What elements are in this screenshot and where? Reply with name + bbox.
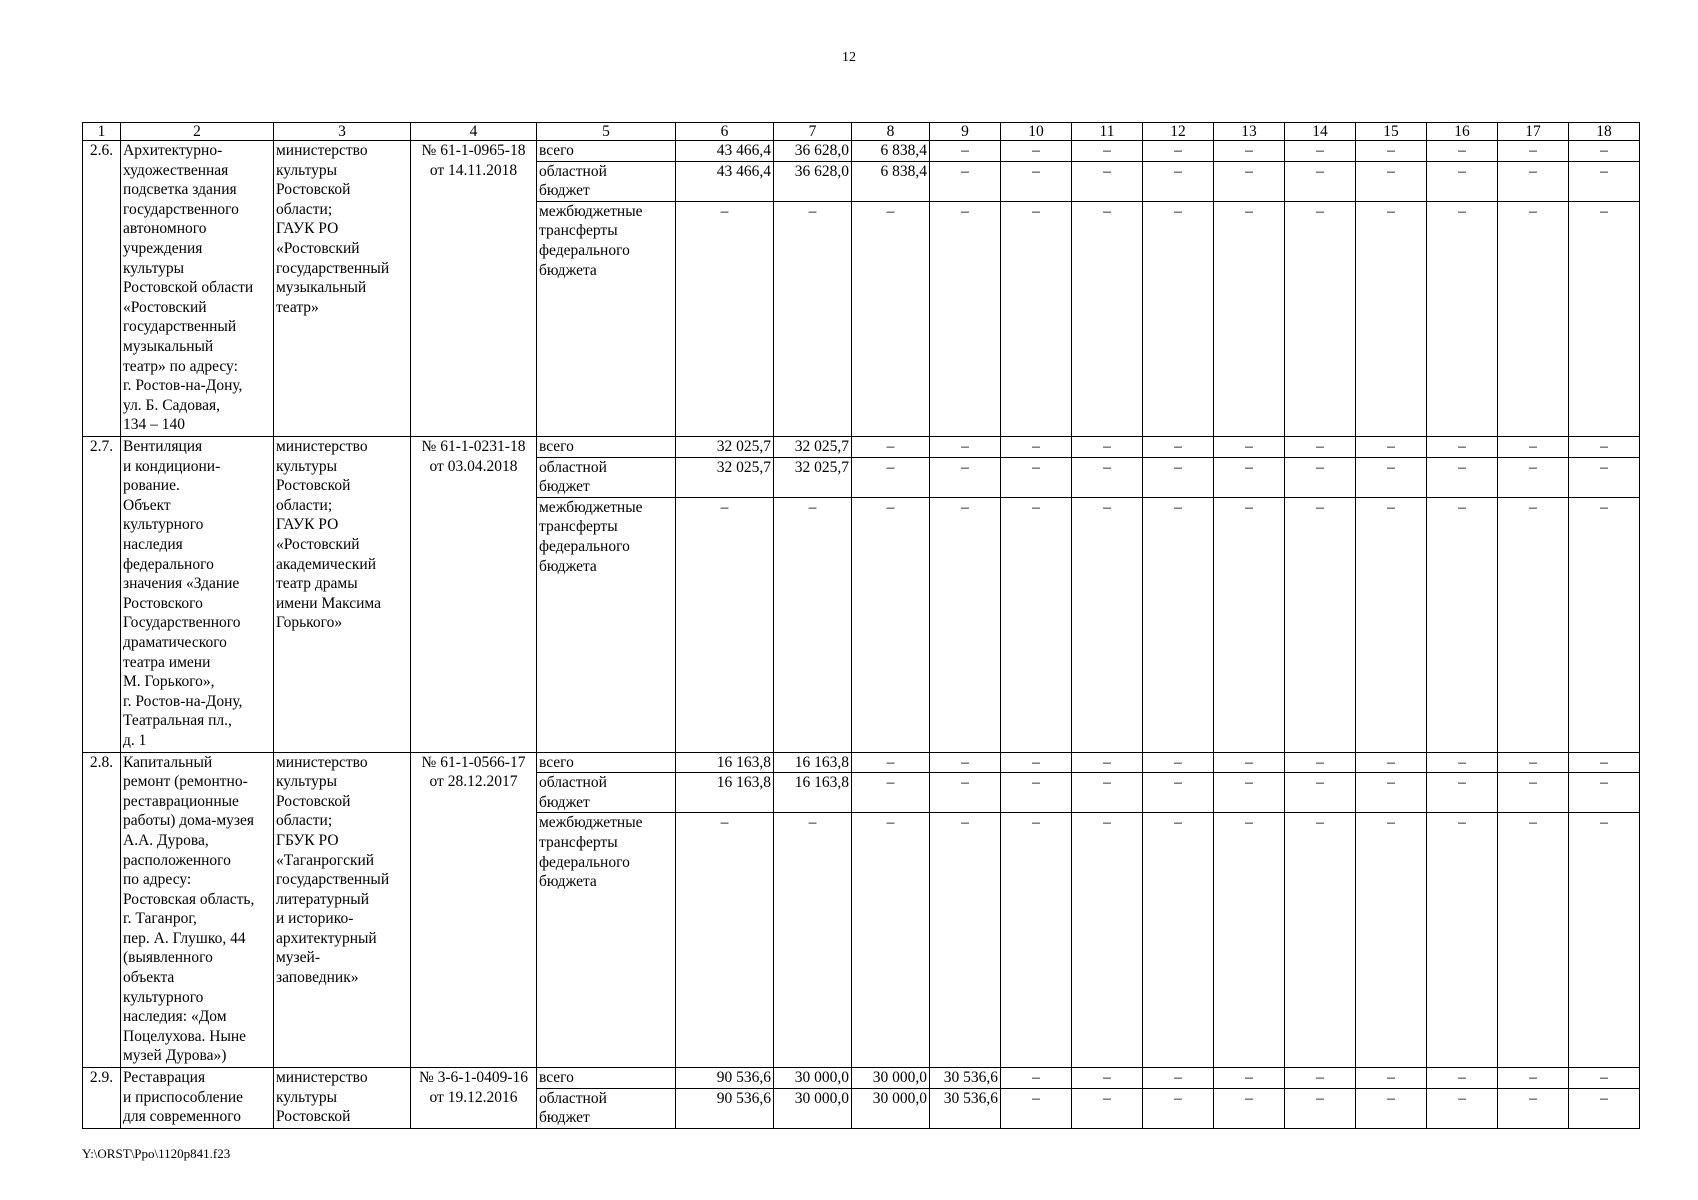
amount-cell: 36 628,0 [774, 161, 852, 201]
funding-source-federal: межбюджетные трансферты федерального бюджета [537, 201, 676, 436]
row-number: 2.6. [83, 141, 121, 437]
amount-cell: – [1143, 1068, 1214, 1089]
amount-cell: – [1214, 752, 1285, 773]
row-number: 2.8. [83, 752, 121, 1068]
funding-source-total: всего [537, 1068, 676, 1089]
amount-cell: – [930, 752, 1001, 773]
amount-cell: – [930, 141, 1001, 162]
funding-source-regional: областной бюджет [537, 1088, 676, 1128]
amount-cell: – [1072, 141, 1143, 162]
amount-cell: – [930, 813, 1001, 1068]
amount-cell: – [1285, 201, 1356, 436]
amount-cell: – [930, 201, 1001, 436]
amount-cell: – [1498, 1088, 1569, 1128]
amount-cell: – [852, 813, 930, 1068]
funding-source-total: всего [537, 436, 676, 457]
conclusion-number: № 61-1-0566-17 [421, 753, 526, 771]
amount-cell: – [1498, 752, 1569, 773]
amount-cell: – [1285, 1088, 1356, 1128]
amount-cell: – [1072, 457, 1143, 497]
amount-cell: – [1498, 1068, 1569, 1089]
amount-cell: – [1356, 141, 1427, 162]
amount-cell: – [1285, 161, 1356, 201]
amount-cell: – [1001, 161, 1072, 201]
amount-cell: – [1285, 457, 1356, 497]
amount-cell: – [1001, 773, 1072, 813]
amount-cell: – [1143, 813, 1214, 1068]
column-header: 7 [774, 123, 852, 141]
column-header: 18 [1569, 123, 1640, 141]
amount-cell: – [930, 773, 1001, 813]
amount-cell: – [1427, 773, 1498, 813]
table-row [83, 1068, 1640, 1089]
amount-cell: – [1356, 161, 1427, 201]
conclusion-date: от 28.12.2017 [429, 773, 518, 791]
table-row [83, 752, 1640, 773]
amount-cell: – [1285, 436, 1356, 457]
amount-cell: – [1498, 436, 1569, 457]
executor: министерство культуры Ростовской области; ГБУК РО «Таганрогский государственный литературный и историко- архитектурный музей- заповедник» [274, 752, 411, 1068]
amount-cell: – [1072, 436, 1143, 457]
column-header: 8 [852, 123, 930, 141]
amount-cell: 16 163,8 [774, 752, 852, 773]
amount-cell: – [1143, 457, 1214, 497]
expertise-conclusion [411, 141, 537, 437]
amount-cell: – [1214, 1088, 1285, 1128]
amount-cell: – [1001, 752, 1072, 773]
amount-cell: – [852, 752, 930, 773]
column-header: 11 [1072, 123, 1143, 141]
expertise-conclusion [411, 436, 537, 752]
amount-cell: – [852, 436, 930, 457]
amount-cell: – [1569, 141, 1640, 162]
amount-cell: 6 838,4 [852, 161, 930, 201]
funding-source-federal: межбюджетные трансферты федерального бюджета [537, 813, 676, 1068]
amount-cell: – [1427, 161, 1498, 201]
amount-cell: – [774, 201, 852, 436]
amount-cell: – [1143, 773, 1214, 813]
amount-cell: – [774, 497, 852, 752]
amount-cell: – [1498, 161, 1569, 201]
column-header: 9 [930, 123, 1001, 141]
amount-cell: – [1356, 436, 1427, 457]
amount-cell: 30 000,0 [852, 1088, 930, 1128]
column-header: 16 [1427, 123, 1498, 141]
budget-table [82, 122, 1640, 1129]
amount-cell: – [1001, 497, 1072, 752]
table-row [83, 436, 1640, 457]
executor: министерство культуры Ростовской области; ГАУК РО «Ростовский государственный музыкальный театр» [274, 141, 411, 437]
amount-cell: – [1072, 201, 1143, 436]
amount-cell: – [1143, 436, 1214, 457]
amount-cell: – [1143, 497, 1214, 752]
amount-cell: – [1356, 773, 1427, 813]
amount-cell: – [1072, 1088, 1143, 1128]
amount-cell: – [1356, 1068, 1427, 1089]
amount-cell: – [1285, 752, 1356, 773]
amount-cell: – [1569, 161, 1640, 201]
column-header: 15 [1356, 123, 1427, 141]
expertise-conclusion [411, 752, 537, 1068]
amount-cell: – [1214, 201, 1285, 436]
funding-source-total: всего [537, 141, 676, 162]
column-header: 1 [83, 123, 121, 141]
amount-cell: – [1001, 436, 1072, 457]
column-header: 4 [411, 123, 537, 141]
funding-source-regional: областной бюджет [537, 161, 676, 201]
column-header: 5 [537, 123, 676, 141]
conclusion-date: от 14.11.2018 [429, 161, 518, 179]
funding-source-total: всего [537, 752, 676, 773]
amount-cell: – [1569, 813, 1640, 1068]
amount-cell: – [1498, 457, 1569, 497]
object-name: Реставрация и приспособление для современного [121, 1068, 274, 1129]
page-number: 12 [842, 50, 856, 65]
amount-cell: 32 025,7 [774, 436, 852, 457]
amount-cell: – [1356, 201, 1427, 436]
column-header: 13 [1214, 123, 1285, 141]
amount-cell: – [930, 161, 1001, 201]
object-name: Капитальный ремонт (ремонтно- реставрационные работы) дома-музея А.А. Дурова, расположенного по адресу: Ростовская область, г. Таганрог, пер. А. Глушко, 44 (выявленного объекта культурного наследия: «Дом Поцелухова. Ныне музей Дурова») [121, 752, 274, 1068]
amount-cell: – [676, 813, 774, 1068]
amount-cell: 16 163,8 [676, 752, 774, 773]
amount-cell: – [1214, 813, 1285, 1068]
amount-cell: – [1356, 1088, 1427, 1128]
amount-cell: – [1498, 813, 1569, 1068]
amount-cell: – [1001, 1068, 1072, 1089]
amount-cell: – [1356, 457, 1427, 497]
column-header: 2 [121, 123, 274, 141]
amount-cell: 30 536,6 [930, 1088, 1001, 1128]
row-number: 2.7. [83, 436, 121, 752]
conclusion-date: от 03.04.2018 [429, 457, 518, 475]
amount-cell: – [1143, 161, 1214, 201]
amount-cell: – [1072, 161, 1143, 201]
amount-cell: – [1427, 457, 1498, 497]
amount-cell: – [1498, 141, 1569, 162]
amount-cell: 30 000,0 [852, 1068, 930, 1089]
amount-cell: – [1569, 1068, 1640, 1089]
amount-cell: 16 163,8 [774, 773, 852, 813]
amount-cell: 30 000,0 [774, 1088, 852, 1128]
amount-cell: 6 838,4 [852, 141, 930, 162]
executor: министерство культуры Ростовской области; ГАУК РО «Ростовский академический театр драмы имени Максима Горького» [274, 436, 411, 752]
amount-cell: – [1143, 141, 1214, 162]
amount-cell: – [1427, 497, 1498, 752]
amount-cell: – [1427, 813, 1498, 1068]
amount-cell: – [1427, 141, 1498, 162]
amount-cell: 32 025,7 [676, 457, 774, 497]
amount-cell: 32 025,7 [774, 457, 852, 497]
column-header: 17 [1498, 123, 1569, 141]
amount-cell: – [1072, 497, 1143, 752]
amount-cell: – [1569, 773, 1640, 813]
conclusion-number: № 61-1-0231-18 [421, 437, 526, 455]
amount-cell: 43 466,4 [676, 161, 774, 201]
amount-cell: – [930, 436, 1001, 457]
amount-cell: – [1427, 1088, 1498, 1128]
amount-cell: – [1214, 497, 1285, 752]
footer-file-path: Y:\ORST\Ppo\1120p841.f23 [82, 1146, 231, 1161]
amount-cell: – [1569, 436, 1640, 457]
executor: министерство культуры Ростовской [274, 1068, 411, 1129]
amount-cell: – [1569, 497, 1640, 752]
amount-cell: – [1356, 752, 1427, 773]
amount-cell: – [1285, 1068, 1356, 1089]
conclusion-number: № 61-1-0965-18 [421, 142, 526, 159]
amount-cell: – [1072, 773, 1143, 813]
column-header: 10 [1001, 123, 1072, 141]
amount-cell: – [1356, 813, 1427, 1068]
amount-cell: 30 000,0 [774, 1068, 852, 1089]
amount-cell: – [1356, 497, 1427, 752]
amount-cell: – [1498, 773, 1569, 813]
amount-cell: 90 536,6 [676, 1068, 774, 1089]
column-number-row [83, 123, 1640, 141]
amount-cell: – [1285, 773, 1356, 813]
amount-cell: – [852, 201, 930, 436]
amount-cell: – [1569, 457, 1640, 497]
amount-cell: – [1498, 497, 1569, 752]
column-header: 3 [274, 123, 411, 141]
expertise-conclusion [411, 1068, 537, 1129]
amount-cell: – [1001, 201, 1072, 436]
conclusion-number: № 3-6-1-0409-16 [418, 1069, 529, 1087]
amount-cell: – [1569, 201, 1640, 436]
funding-source-regional: областной бюджет [537, 457, 676, 497]
amount-cell: – [774, 813, 852, 1068]
amount-cell: – [1569, 1088, 1640, 1128]
conclusion-date: от 19.12.2016 [429, 1088, 518, 1106]
amount-cell: – [1072, 813, 1143, 1068]
amount-cell: – [852, 497, 930, 752]
amount-cell: – [1285, 141, 1356, 162]
amount-cell: – [1001, 1088, 1072, 1128]
amount-cell: – [1214, 161, 1285, 201]
column-header: 12 [1143, 123, 1214, 141]
amount-cell: – [1001, 813, 1072, 1068]
funding-source-regional: областной бюджет [537, 773, 676, 813]
amount-cell: – [1001, 141, 1072, 162]
amount-cell: 32 025,7 [676, 436, 774, 457]
amount-cell: – [676, 497, 774, 752]
column-header: 14 [1285, 123, 1356, 141]
row-number: 2.9. [83, 1068, 121, 1129]
amount-cell: – [1214, 141, 1285, 162]
object-name: Архитектурно- художественная подсветка здания государственного автономного учреждения культуры Ростовской области «Ростовский государственный музыкальный театр» по адресу: г. Ростов-на-Дону, ул. Б. Садовая, 134 – 140 [121, 141, 274, 437]
amount-cell: – [676, 201, 774, 436]
amount-cell: – [1072, 1068, 1143, 1089]
amount-cell: 30 536,6 [930, 1068, 1001, 1089]
amount-cell: – [1143, 201, 1214, 436]
amount-cell: – [930, 497, 1001, 752]
amount-cell: 36 628,0 [774, 141, 852, 162]
amount-cell: – [1214, 436, 1285, 457]
amount-cell: 90 536,6 [676, 1088, 774, 1128]
table-row [83, 141, 1640, 162]
amount-cell: 43 466,4 [676, 141, 774, 162]
amount-cell: – [1143, 752, 1214, 773]
object-name: Вентиляция и кондициони- рование. Объект культурного наследия федерального значения «Здание Ростовского Государственного драматического театра имени М. Горького», г. Ростов-на-Дону, Театральная пл., д. 1 [121, 436, 274, 752]
amount-cell: – [1427, 201, 1498, 436]
column-header: 6 [676, 123, 774, 141]
amount-cell: – [1427, 1068, 1498, 1089]
amount-cell: – [1214, 1068, 1285, 1089]
amount-cell: – [852, 773, 930, 813]
amount-cell: – [1214, 457, 1285, 497]
amount-cell: – [1001, 457, 1072, 497]
amount-cell: – [1214, 773, 1285, 813]
amount-cell: – [1498, 201, 1569, 436]
amount-cell: – [1427, 436, 1498, 457]
amount-cell: – [1072, 752, 1143, 773]
amount-cell: – [1569, 752, 1640, 773]
amount-cell: – [1285, 497, 1356, 752]
amount-cell: – [852, 457, 930, 497]
amount-cell: – [1143, 1088, 1214, 1128]
funding-source-federal: межбюджетные трансферты федерального бюджета [537, 497, 676, 752]
amount-cell: – [930, 457, 1001, 497]
amount-cell: – [1285, 813, 1356, 1068]
amount-cell: – [1427, 752, 1498, 773]
amount-cell: 16 163,8 [676, 773, 774, 813]
